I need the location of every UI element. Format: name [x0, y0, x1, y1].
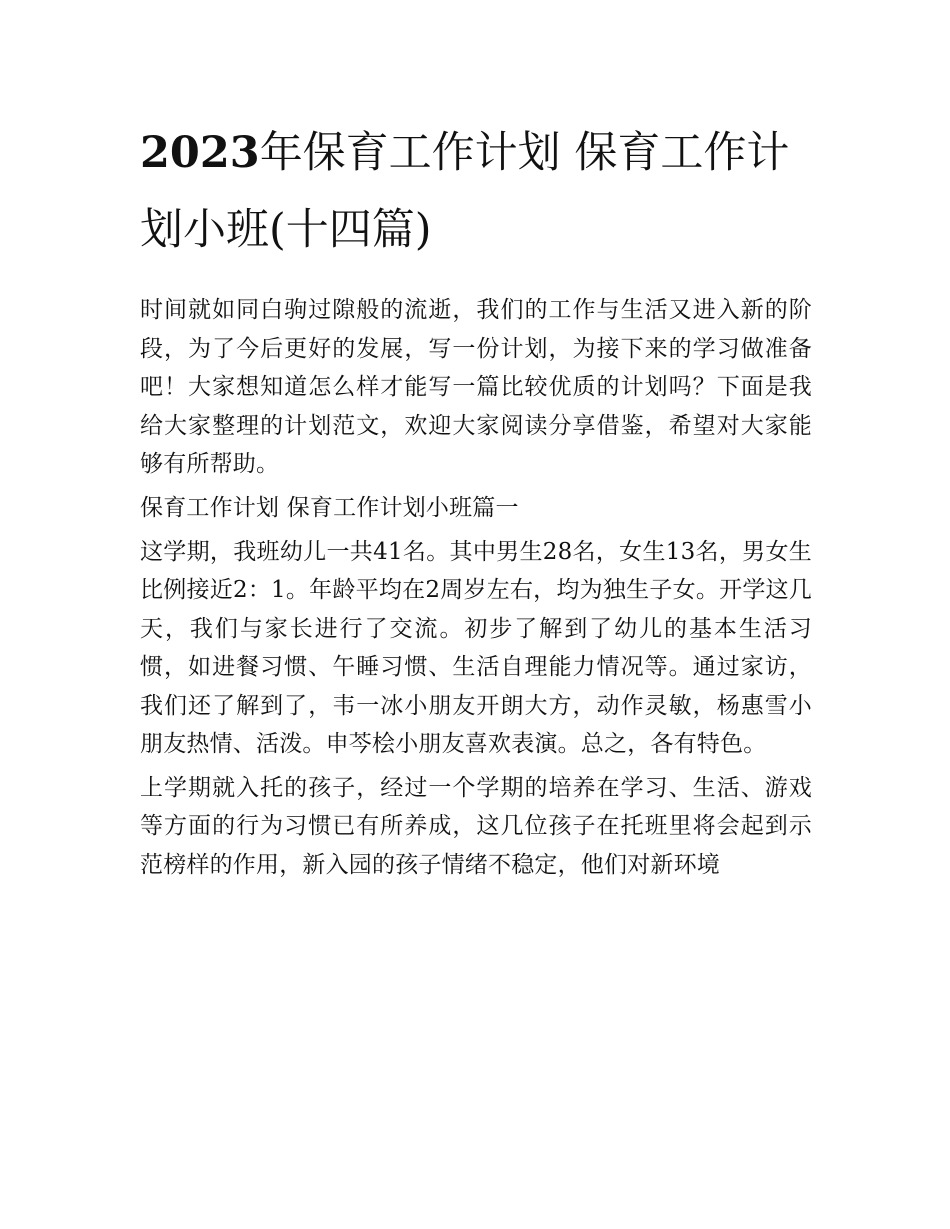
intro-paragraph: 时间就如同白驹过隙般的流逝，我们的工作与生活又进入新的阶段，为了今后更好的发展，写一份计划，为接下来的学习做准备吧！大家想知道怎么样才能写一篇比较优质的计划吗？下面是我给大家整理的计划范文，欢迎大家阅读分享借鉴，希望对大家能够有所帮助。: [140, 297, 812, 477]
title-year: 2023: [140, 128, 260, 178]
body-paragraph-2: 上学期就入托的孩子，经过一个学期的培养在学习、生活、游戏等方面的行为习惯已有所养成，这几位孩子在托班里将会起到示范榜样的作用，新入园的孩子情绪不稳定，他们对新环境: [140, 774, 812, 878]
document-title: [140, 115, 812, 269]
document-body: [140, 291, 812, 884]
title-text: 年保育工作计划 保育工作计划小班(十四篇): [140, 128, 790, 255]
section-heading: 保育工作计划 保育工作计划小班篇一: [140, 494, 519, 521]
document-page: [140, 115, 812, 890]
body-paragraph-1: 这学期，我班幼儿一共41名。其中男生28名，女生13名，男女生比例接近2：1。年龄平均在2周岁左右，均为独生子女。开学这几天，我们与家长进行了交流。初步了解到了幼儿的基本生活习惯，如进餐习惯、午睡习惯、生活自理能力情况等。通过家访，我们还了解到了，韦一冰小朋友开朗大方，动作灵敏，杨惠雪小朋友热情、活泼。申芩桧小朋友喜欢表演。总之，各有特色。: [140, 538, 812, 758]
